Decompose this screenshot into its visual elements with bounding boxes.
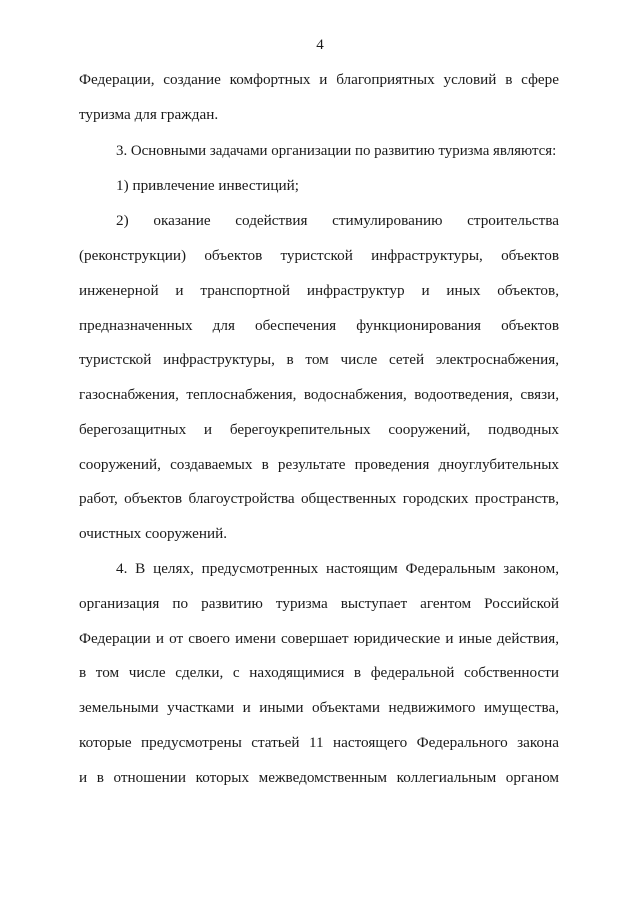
page-number: 4: [316, 37, 324, 53]
text-line: инженерной и транспортной инфраструктур и иных объектов,: [79, 282, 559, 299]
text-line: предназначенных для обеспечения функционирования объектов: [79, 317, 559, 334]
text-line: организация по развитию туризма выступает агентом Российской: [79, 595, 559, 612]
text-line: 1) привлечение инвестиций;: [116, 177, 299, 194]
text-line: работ, объектов благоустройства общественных городских пространств,: [79, 490, 559, 507]
text-line: сооружений, создаваемых в результате проведения дноуглубительных: [79, 456, 559, 473]
text-line: очистных сооружений.: [79, 525, 227, 542]
text-line: в том числе сделки, с находящимися в федеральной собственности: [79, 664, 559, 681]
text-line: 3. Основными задачами организации по развитию туризма являются:: [116, 143, 557, 159]
text-line: туризма для граждан.: [79, 106, 219, 123]
text-line: туристской инфраструктуры, в том числе сетей электроснабжения,: [79, 351, 559, 368]
text-line: которые предусмотрены статьей 11 настоящего Федерального закона: [79, 734, 559, 751]
text-line: 4. В целях, предусмотренных настоящим Федеральным законом,: [116, 560, 559, 577]
text-line: земельными участками и иными объектами недвижимого имущества,: [79, 699, 559, 716]
text-line: 2) оказание содействия стимулированию строительства: [116, 212, 559, 229]
text-line: берегозащитных и берегоукрепительных сооружений, подводных: [79, 421, 559, 438]
text-line: Федерации и от своего имени совершает юридические и иные действия,: [79, 630, 559, 647]
text-line: (реконструкции) объектов туристской инфраструктуры, объектов: [79, 247, 559, 264]
text-line: и в отношении которых межведомственным коллегиальным органом: [79, 769, 559, 786]
text-line: газоснабжения, теплоснабжения, водоснабжения, водоотведения, связи,: [79, 386, 559, 403]
text-line: Федерации, создание комфортных и благоприятных условий в сфере: [79, 71, 559, 88]
